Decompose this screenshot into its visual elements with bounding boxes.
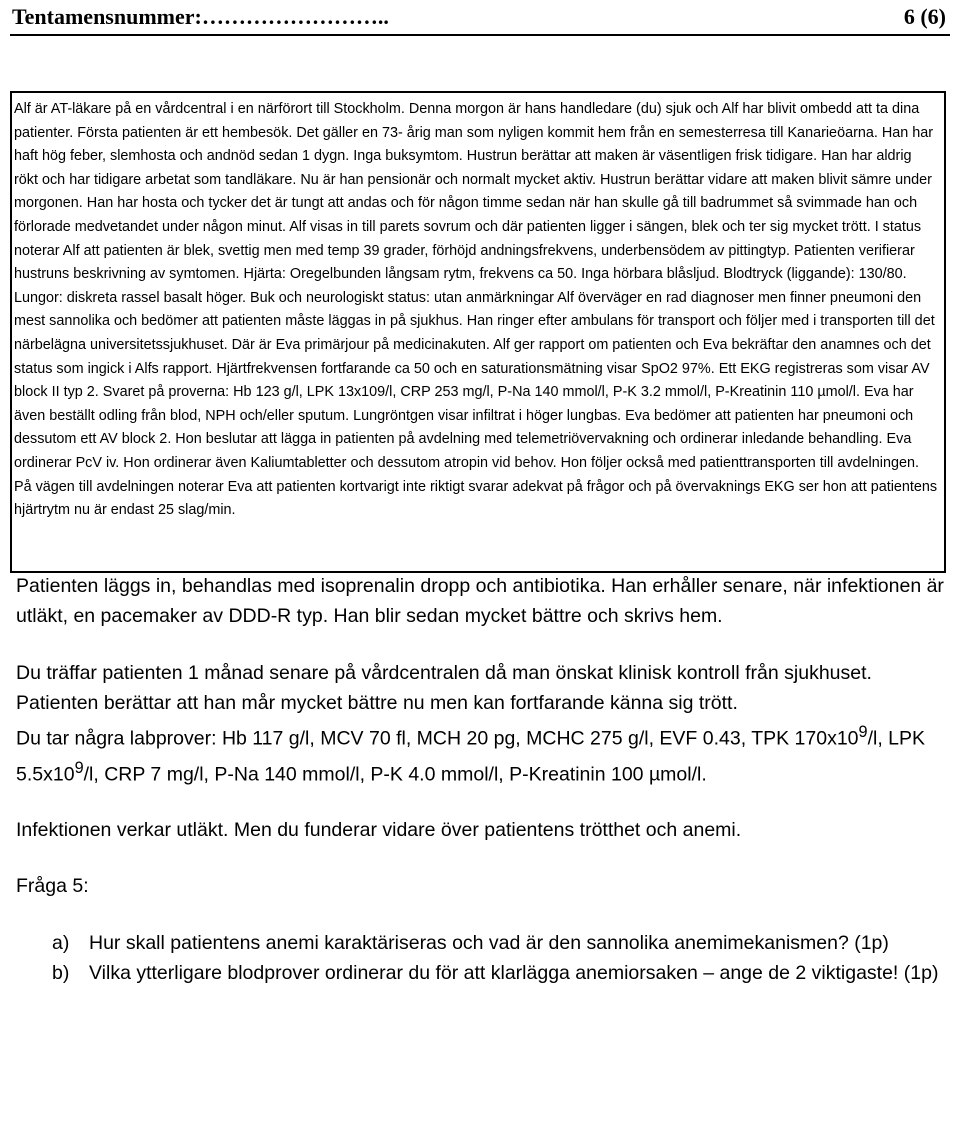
paragraph-patient-report: Patienten berättar att han mår mycket bättre nu men kan fortfarande känna sig trött. (16, 691, 738, 714)
case-text: Alf är AT-läkare på en vårdcentral i en närförort till Stockholm. Denna morgon är hans handledare (du) sjuk och Alf har blivit ombedd att ta dina patienter. Första patienten är ett hembesök. Det gäller en 73- årig man som nyligen kommit hem från en semesterresa till Kanarieöarna. Han har haft hög feber, slemhosta och andnöd sedan 1 dygn. Inga buksymtom. Hustrun berättar att maken är väsentligen frisk tidigare. Han har aldrig rökt och har tidigare arbetat som tandläkare. Nu är han pensionär och normalt mycket aktiv. Hustrun berättar vidare att maken blivit sämre under morgonen. Han har hosta och tycker det är tungt att andas och för någon timme sedan när han skulle gå till badrummet så svimmade han och förlorade medvetandet under någon minut. Alf visas in till parets sovrum och där patienten ligger i sängen, blek och ter sig mycket trött. I status noterar Alf att patienten är blek, svettig men med temp 39 grader, förhöjd andningsfrekvens, underbensödem av pittingtyp. Patienten verifierar hustruns beskrivning av symtomen. Hjärta: Oregelbunden långsam rytm, frekvens ca 50. Inga hörbara blåsljud. Blodtryck (liggande): 130/80. Lungor: diskreta rassel basalt höger. Buk och neurologiskt status: utan anmärkningar Alf överväger en rad diagnoser men finner pneumoni den mest sannolika och bedömer att patienten måste läggas in på sjukhus. Han ringer efter ambulans för transport och följer med i transporten till det närbelägna universitetssjukhuset. Där är Eva primärjour på medicinakuten. Alf ger rapport om patienten och Eva bekräftar den anamnes och det status som ingick i Alfs rapport. Hjärtfrekvensen fortfarande ca 50 och en saturationsmätning visar SpO2 97%. Ett EKG registreras som visar AV block II typ 2. Svaret på proverna: Hb 123 g/l, LPK 13x109/l, CRP 253 mg/l, P-Na 140 mmol/l, P-K 3.2 mmol/l, P-Kreatinin 110 µmol/l. Eva har även beställt odling från blod, NPH och/eller sputum. Lungröntgen visar infiltrat i höger lungbas. Eva bedömer att patienten har pneumoni och dessutom ett AV block 2. Hon beslutar att lägga in patienten på avdelning med telemetriövervakning och ordinerar inledande behandling. Eva ordinerar PcV iv. Hon ordinerar även Kaliumtabletter och dessutom atropin vid behov. Hon följer också med patienttransporten till avdelningen. På vägen till avdelningen noterar Eva att patienten kortvarigt inte riktigt svarar adekvat på frågor och på övervaknings EKG ser hon att patientens hjärtrytm nu är endast 25 slag/min. (14, 101, 938, 519)
lab-text-part-2: /l, LPK 5.5x10 (16, 727, 926, 786)
question-item-a (16, 929, 946, 959)
lab-superscript-1: 9 (858, 723, 868, 741)
spacer (16, 790, 946, 816)
question-label: Fråga 5: (16, 874, 89, 897)
exam-number-label: Tentamensnummer:…………………….. (12, 4, 389, 29)
spacer (16, 901, 946, 929)
lab-superscript-2: 9 (74, 759, 84, 777)
paragraph-admission: Patienten läggs in, behandlas med isoprenalin dropp och antibiotika. Han erhåller senare, när infektionen är utläkt, en pacemaker av DDD-R typ. Han blir sedan mycket bättre och skrivs hem. (16, 575, 944, 627)
spacer (16, 846, 946, 872)
page-number: 6 (6) (903, 4, 946, 29)
case-description-box (10, 91, 946, 573)
question-list (16, 929, 946, 988)
question-text: Vilka ytterligare blodprover ordinerar du för att klarlägga anemiorsaken – ange de 2 viktigaste! (1p) (89, 961, 939, 984)
follow-up-section (16, 572, 946, 988)
page-header (0, 0, 960, 40)
paragraph-infection-status: Infektionen verkar utläkt. Men du funderar vidare över patientens trötthet och anemi. (16, 819, 742, 841)
lab-text-part-3: /l, CRP 7 mg/l, P-Na 140 mmol/l, P-K 4.0 mmol/l, P-Kreatinin 100 µmol/l. (83, 763, 707, 786)
question-item-b (16, 959, 946, 989)
question-marker: a) (52, 932, 70, 954)
paragraph-follow-up-visit: Du träffar patienten 1 månad senare på vårdcentralen då man önskat klinisk kontroll från sjukhuset. (16, 662, 872, 684)
header-rule (10, 34, 950, 36)
question-text: Hur skall patientens anemi karaktäriseras och vad är den sannolika anemimekanismen? (1p) (89, 932, 889, 954)
paragraph-lab-results (16, 718, 946, 790)
lab-text-part-1: Du tar några labprover: Hb 117 g/l, MCV 70 fl, MCH 20 pg, MCHC 275 g/l, EVF 0.43, TPK 170x10 (16, 727, 859, 750)
spacer (16, 631, 946, 659)
question-marker: b) (52, 961, 70, 984)
